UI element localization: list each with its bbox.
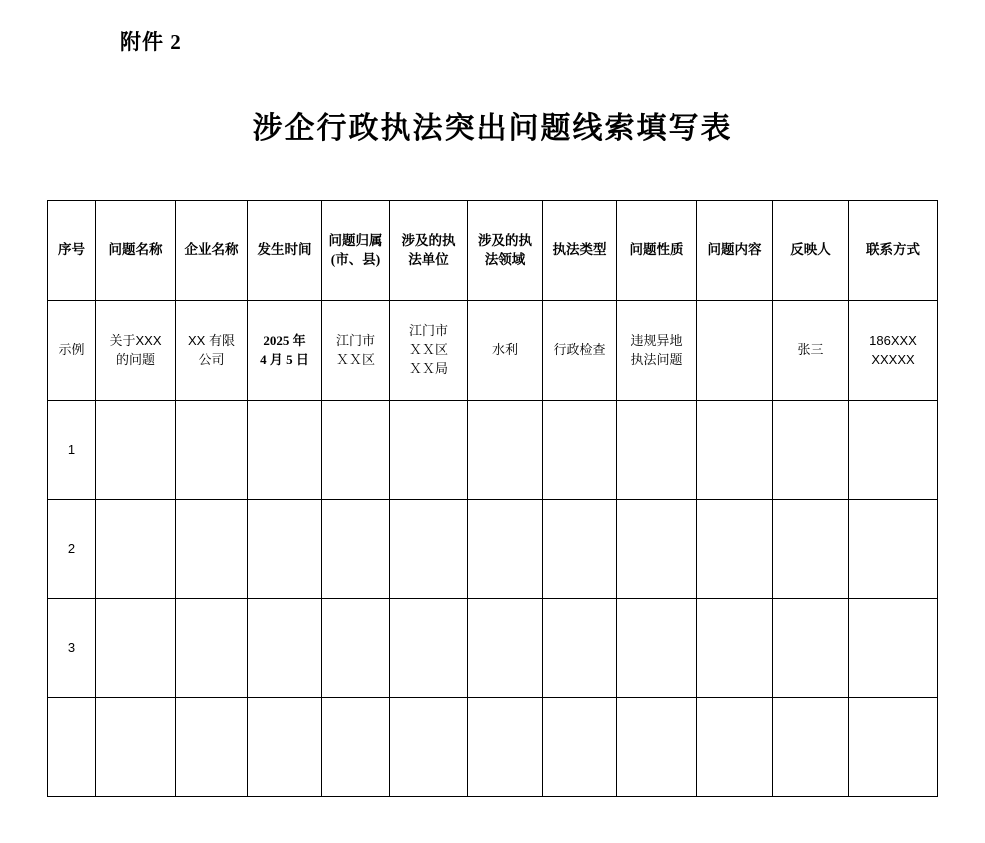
table-cell-r1-c7[interactable] [543, 401, 617, 500]
cell-text-line: 1 [67, 441, 76, 457]
table-header [48, 201, 938, 301]
table-cell-r3-c9[interactable] [697, 599, 773, 698]
cell-text-line: 2025 年 [263, 332, 306, 348]
table-cell-r2-c3[interactable] [248, 500, 322, 599]
table-cell-r0-c3[interactable] [248, 301, 322, 401]
table-cell-r1-c1[interactable] [96, 401, 176, 500]
cell-text-line: 张三 [797, 342, 824, 358]
header-text-line: 问题内容 [707, 242, 762, 258]
table-cell-r4-c1[interactable] [96, 698, 176, 797]
table-cell-r2-c5[interactable] [390, 500, 468, 599]
table-header-cell-7 [543, 201, 617, 301]
header-text-line: 涉及的执 [401, 233, 456, 249]
table-cell-r0-c7[interactable] [543, 301, 617, 401]
table-cell-r3-c0[interactable] [48, 599, 96, 698]
table-cell-r0-c5[interactable] [390, 301, 468, 401]
table-cell-r2-c9[interactable] [697, 500, 773, 599]
cell-text-line: 公司 [198, 351, 225, 367]
table-cell-r4-c0[interactable] [48, 698, 96, 797]
table-row [48, 301, 938, 401]
table-header-cell-11 [849, 201, 938, 301]
table-cell-r3-c10[interactable] [773, 599, 849, 698]
table-header-row [48, 201, 938, 301]
table-cell-r3-c5[interactable] [390, 599, 468, 698]
table-header-cell-8 [617, 201, 697, 301]
table-header-cell-0 [48, 201, 96, 301]
header-text-line: 联系方式 [866, 242, 920, 258]
table-cell-r3-c1[interactable] [96, 599, 176, 698]
table-cell-r3-c4[interactable] [322, 599, 390, 698]
cell-text-line: 示例 [58, 342, 85, 358]
table-cell-r4-c4[interactable] [322, 698, 390, 797]
table-cell-r0-c1[interactable] [96, 301, 176, 401]
cell-text-line: 关于XXX [109, 332, 162, 348]
table-header-cell-2 [176, 201, 248, 301]
table-cell-r1-c4[interactable] [322, 401, 390, 500]
table-cell-r4-c7[interactable] [543, 698, 617, 797]
table-cell-r0-c8[interactable] [617, 301, 697, 401]
attachment-label: 附件 2 [120, 30, 182, 54]
header-text-line: 问题归属 [328, 233, 383, 249]
cell-text-line: 2 [67, 540, 76, 556]
table-cell-r1-c6[interactable] [468, 401, 543, 500]
table-cell-r3-c7[interactable] [543, 599, 617, 698]
header-text-line: 企业名称 [184, 242, 239, 258]
table-cell-r2-c2[interactable] [176, 500, 248, 599]
table-cell-r0-c4[interactable] [322, 301, 390, 401]
table-header-cell-9 [697, 201, 773, 301]
page-title: 涉企行政执法突出问题线索填写表 [252, 112, 733, 145]
header-text-line: 发生时间 [257, 242, 312, 258]
table-row [48, 599, 938, 698]
table-row [48, 698, 938, 797]
table-cell-r1-c2[interactable] [176, 401, 248, 500]
table-cell-r1-c0[interactable] [48, 401, 96, 500]
cell-text-line: XX 有限 [188, 332, 235, 348]
table-body [48, 301, 938, 797]
cell-text-line: 违规异地 [630, 332, 683, 348]
cell-text-line: 4 月 5 日 [260, 351, 309, 367]
table-row [48, 401, 938, 500]
table-cell-r4-c8[interactable] [617, 698, 697, 797]
table-header-cell-5 [390, 201, 468, 301]
table-cell-r1-c5[interactable] [390, 401, 468, 500]
table-header-cell-3 [248, 201, 322, 301]
header-text-line: 问题名称 [108, 242, 163, 258]
table-cell-r2-c6[interactable] [468, 500, 543, 599]
header-text-line: 序号 [58, 242, 85, 258]
table-header-cell-4 [322, 201, 390, 301]
table-cell-r2-c11[interactable] [849, 500, 938, 599]
table-cell-r0-c10[interactable] [773, 301, 849, 401]
table-cell-r3-c11[interactable] [849, 599, 938, 698]
table-cell-r4-c11[interactable] [849, 698, 938, 797]
table-cell-r1-c8[interactable] [617, 401, 697, 500]
header-text-line: 问题性质 [629, 242, 684, 258]
table-cell-r0-c2[interactable] [176, 301, 248, 401]
cell-text-line: 行政检查 [553, 342, 606, 358]
table-cell-r4-c9[interactable] [697, 698, 773, 797]
header-text-line: 法领域 [484, 251, 526, 267]
table-cell-r0-c6[interactable] [468, 301, 543, 401]
table-cell-r3-c6[interactable] [468, 599, 543, 698]
table-cell-r1-c9[interactable] [697, 401, 773, 500]
cell-text-line: XXXXX [871, 351, 915, 367]
header-text-line: 法单位 [408, 251, 449, 267]
cell-text-line: 水利 [491, 342, 518, 358]
cell-text-line: ＸＸ区 [335, 351, 375, 367]
table-cell-r2-c7[interactable] [543, 500, 617, 599]
header-text-line: (市、县) [330, 251, 381, 267]
table-cell-r4-c2[interactable] [176, 698, 248, 797]
table-header-cell-6 [468, 201, 543, 301]
cell-text-line: 江门市 [335, 332, 375, 348]
header-text-line: 执法类型 [552, 242, 607, 258]
table-cell-r4-c3[interactable] [248, 698, 322, 797]
table-cell-r2-c4[interactable] [322, 500, 390, 599]
header-text-line: 涉及的执 [478, 233, 532, 249]
table-cell-r1-c10[interactable] [773, 401, 849, 500]
form-table-container [47, 200, 937, 797]
table-cell-r3-c8[interactable] [617, 599, 697, 698]
cell-text-line: 的问题 [115, 351, 155, 367]
header-text-line: 反映人 [790, 242, 831, 258]
table-row [48, 500, 938, 599]
table-header-cell-1 [96, 201, 176, 301]
table-cell-r0-c0[interactable] [48, 301, 96, 401]
table-cell-r2-c1[interactable] [96, 500, 176, 599]
cell-text-line: 执法问题 [630, 351, 683, 367]
table-cell-r4-c5[interactable] [390, 698, 468, 797]
table-cell-r2-c0[interactable] [48, 500, 96, 599]
cell-text-line: 江门市 [408, 323, 448, 339]
table-cell-r0-c9[interactable] [697, 301, 773, 401]
table-cell-r2-c8[interactable] [617, 500, 697, 599]
cell-text-line: ＸＸ局 [408, 360, 448, 376]
table-cell-r3-c3[interactable] [248, 599, 322, 698]
cell-text-line: 3 [67, 639, 76, 655]
table-cell-r0-c11[interactable] [849, 301, 938, 401]
table-cell-r1-c11[interactable] [849, 401, 938, 500]
table-cell-r4-c6[interactable] [468, 698, 543, 797]
table-header-cell-10 [773, 201, 849, 301]
table-cell-r1-c3[interactable] [248, 401, 322, 500]
table-cell-r3-c2[interactable] [176, 599, 248, 698]
cell-text-line: 186XXX [869, 332, 917, 348]
clue-form-table [47, 200, 938, 797]
cell-text-line: ＸＸ区 [408, 342, 448, 358]
table-cell-r2-c10[interactable] [773, 500, 849, 599]
table-cell-r4-c10[interactable] [773, 698, 849, 797]
